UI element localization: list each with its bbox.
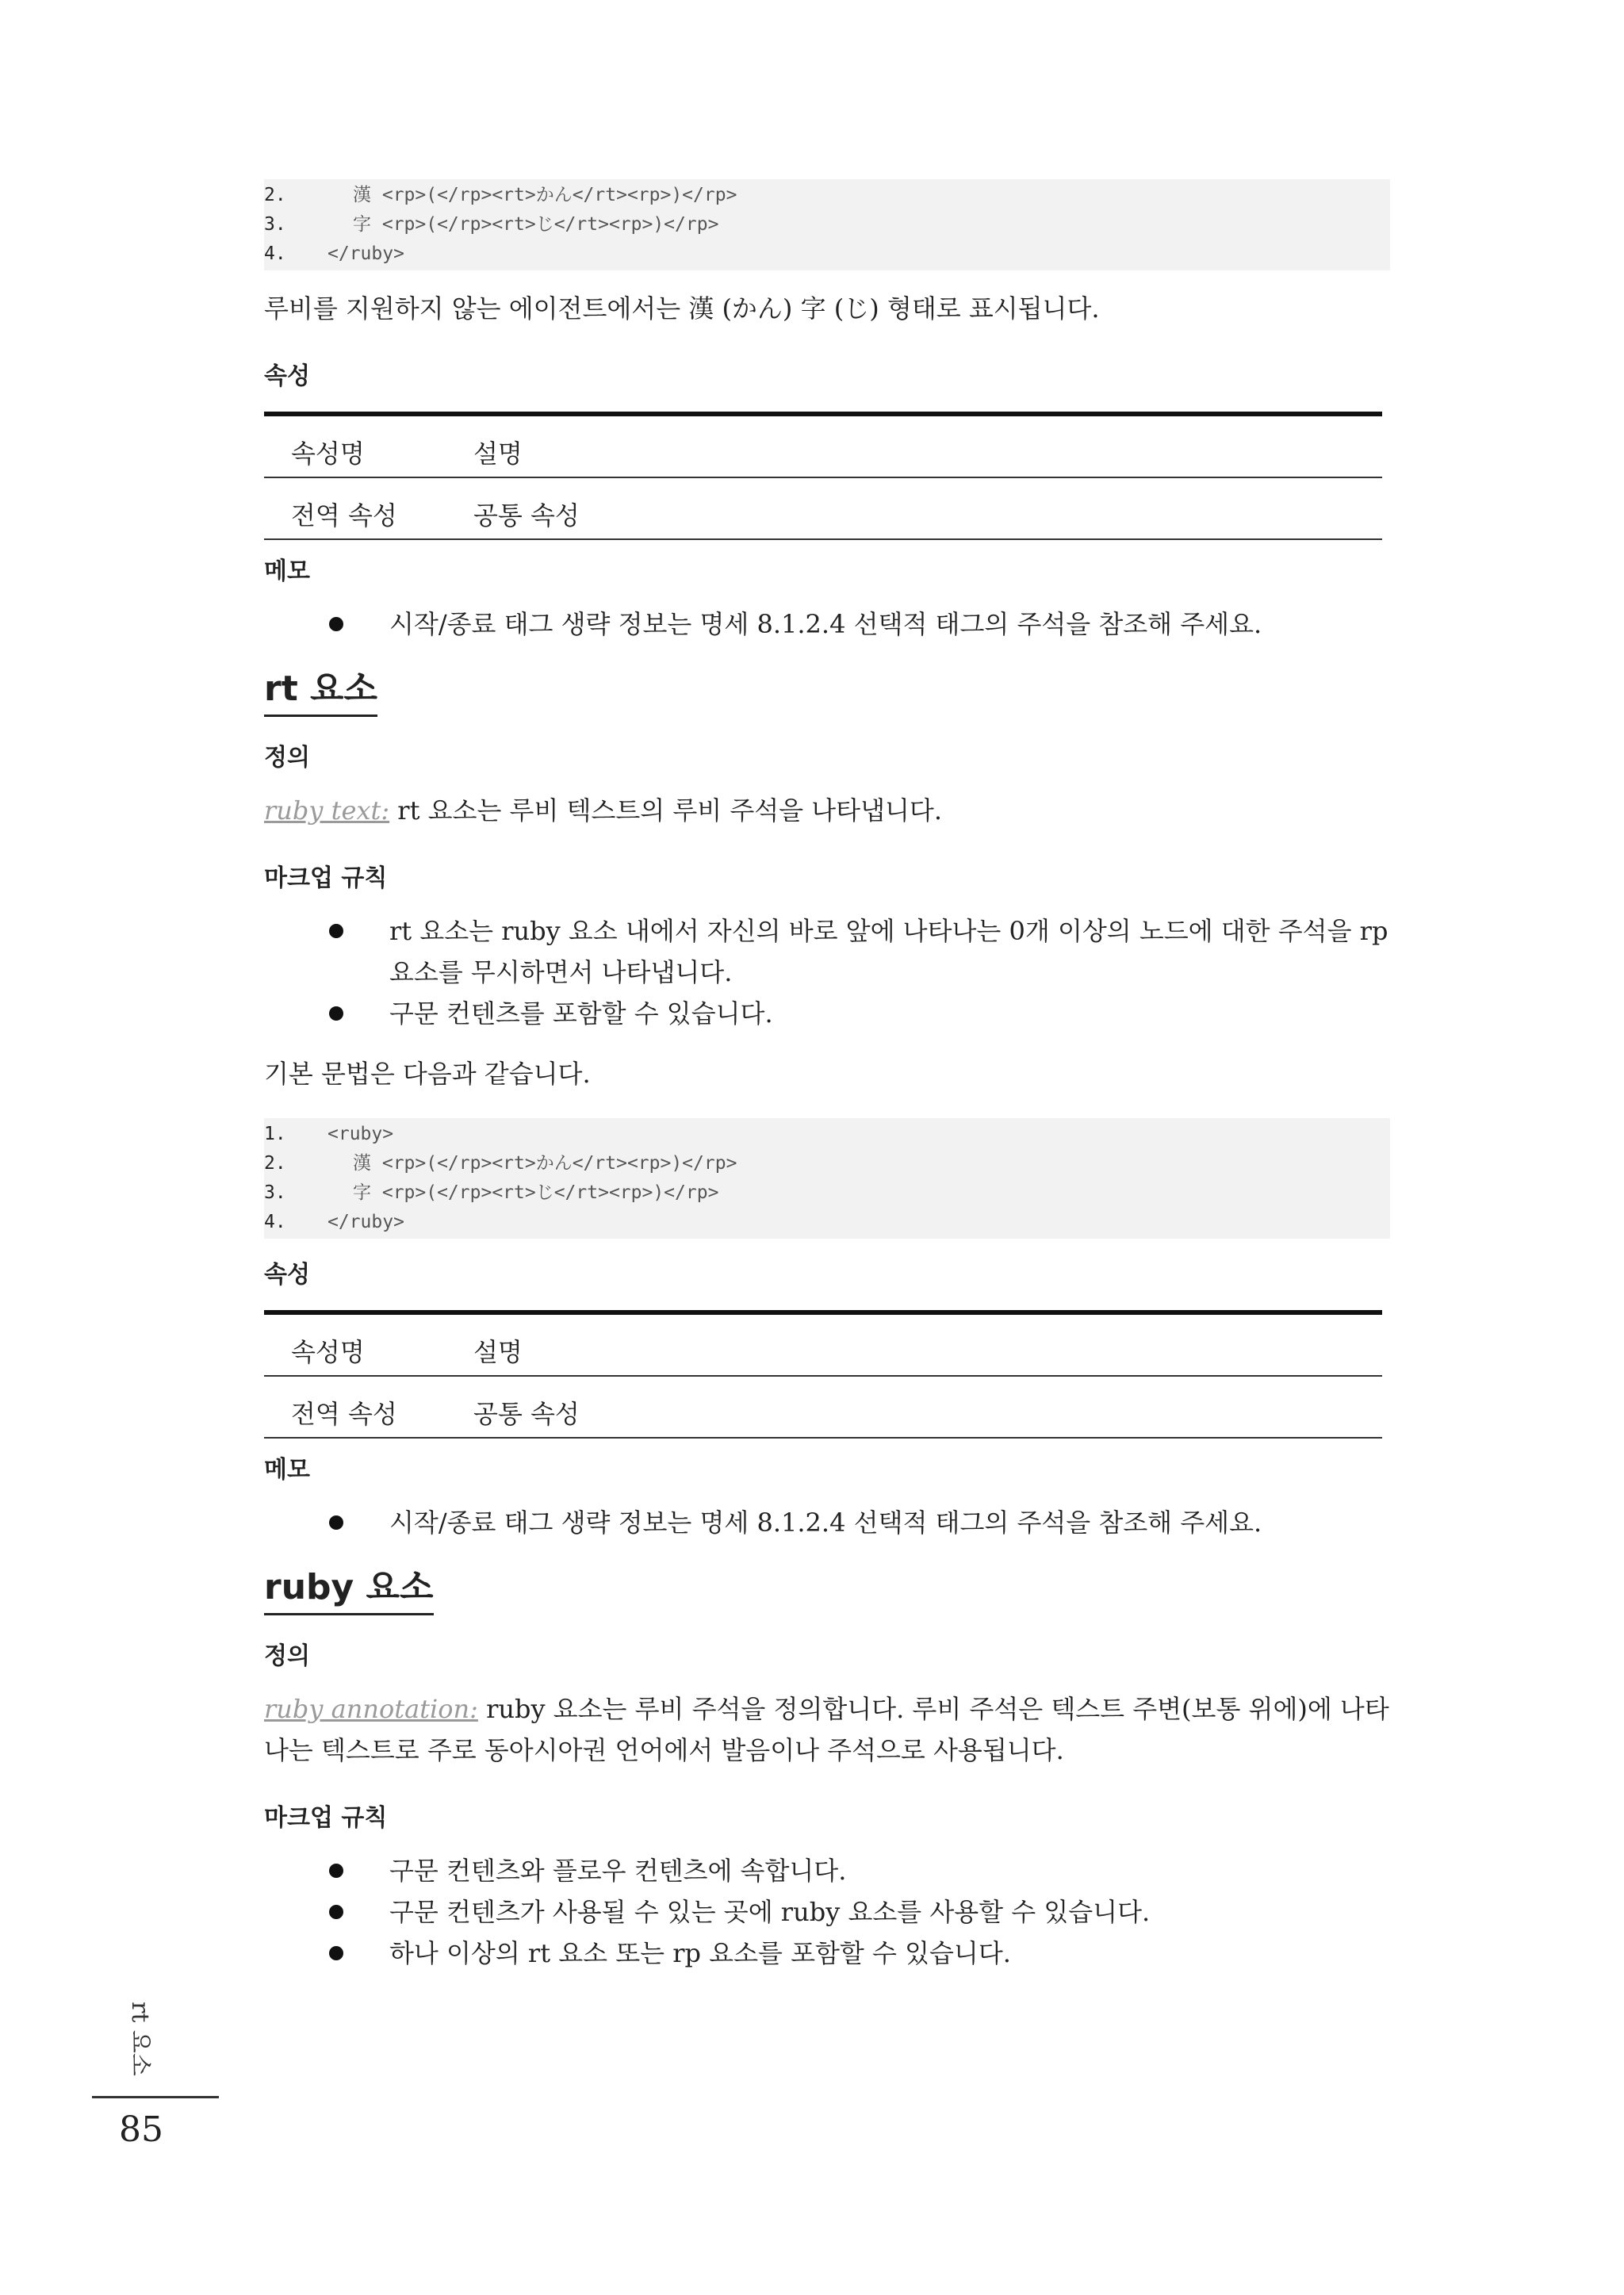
rt-markup-list [264, 910, 1390, 1034]
page-content [264, 179, 1390, 1974]
bullet-icon [329, 924, 343, 938]
memo-heading: 메모 [264, 557, 310, 585]
code-text: </ruby> [327, 1212, 404, 1232]
page-number: 85 [119, 2109, 163, 2150]
ruby-definition-heading: 정의 [264, 1642, 310, 1670]
sidebar-section-label: rt 요소 [126, 2002, 154, 2076]
section-title-rt: rt 요소 [264, 665, 377, 717]
rule-text: 구문 컨텐츠를 포함할 수 있습니다. [389, 998, 773, 1029]
list-item [264, 1891, 1390, 1933]
code-text: <ruby> [327, 1124, 394, 1144]
rp-fallback-text: 루비를 지원하지 않는 에이전트에서는 漢 (かん) 字 (じ) 형태로 표시됩니다. [264, 293, 1100, 324]
rt-markup-heading: 마크업 규칙 [264, 864, 388, 892]
rt-attr-table [264, 1310, 1382, 1439]
rt-memo-list [264, 1502, 1390, 1543]
list-item [264, 1850, 1390, 1891]
code-text: 字 <rp>(</rp><rt>じ</rt><rp>)</rp> [353, 214, 719, 235]
code-line [264, 181, 1390, 210]
ruby-markup-list [264, 1850, 1390, 1974]
rt-definition-link[interactable]: ruby text: [264, 795, 390, 826]
line-number: 3. [264, 214, 286, 235]
line-number: 1. [264, 1124, 286, 1144]
list-item [264, 1933, 1390, 1974]
rule-text: rt 요소는 ruby 요소 내에서 자신의 바로 앞에 나타나는 0개 이상의 노드에 대한 주석을 rp 요소를 무시하면서 나타냅니다. [389, 916, 1388, 987]
sidebar-divider [92, 2096, 219, 2098]
line-number: 2. [264, 1153, 286, 1174]
rule-text: 구문 컨텐츠가 사용될 수 있는 곳에 ruby 요소를 사용할 수 있습니다. [389, 1897, 1151, 1927]
table-header-row [264, 1312, 1382, 1376]
list-item [264, 603, 1390, 645]
table-row [264, 1376, 1382, 1438]
rule-text: 하나 이상의 rt 요소 또는 rp 요소를 포함할 수 있습니다. [389, 1938, 1011, 1968]
rt-attr-heading: 속성 [264, 1261, 310, 1289]
attr-table [264, 412, 1382, 540]
rt-syntax-intro: 기본 문법은 다음과 같습니다. [264, 1059, 591, 1089]
rt-memo-heading: 메모 [264, 1456, 310, 1484]
col-description: 설명 [473, 439, 523, 469]
code-line [264, 1208, 1390, 1237]
ruby-markup-heading: 마크업 규칙 [264, 1804, 388, 1832]
code-line [264, 239, 1390, 269]
ruby-definition [264, 1688, 1390, 1771]
code-block-rp [264, 179, 1390, 270]
bullet-icon [329, 1946, 343, 1960]
list-item [264, 993, 1390, 1034]
code-text: </ruby> [327, 243, 404, 264]
rt-definition [264, 790, 1390, 831]
code-line [264, 1149, 1390, 1178]
bullet-icon [329, 1864, 343, 1878]
code-line [264, 210, 1390, 239]
code-line [264, 1120, 1390, 1149]
cell-description: 공통 속성 [473, 500, 580, 531]
attr-heading: 속성 [264, 362, 310, 390]
line-number: 4. [264, 243, 286, 264]
memo-text: 시작/종료 태그 생략 정보는 명세 8.1.2.4 선택적 태그의 주석을 참조해 주세요. [389, 609, 1262, 639]
bullet-icon [329, 1905, 343, 1919]
line-number: 3. [264, 1182, 286, 1203]
cell-attr-name: 전역 속성 [291, 1399, 397, 1429]
rt-definition-text: rt 요소는 루비 텍스트의 루비 주석을 나타냅니다. [389, 795, 942, 826]
rt-definition-heading: 정의 [264, 744, 310, 772]
code-block-rt [264, 1118, 1390, 1239]
line-number: 2. [264, 185, 286, 205]
code-text: 漢 <rp>(</rp><rt>かん</rt><rp>)</rp> [353, 185, 737, 205]
bullet-icon [329, 1006, 343, 1021]
line-number: 4. [264, 1212, 286, 1232]
col-attr-name: 속성명 [291, 1337, 365, 1367]
rule-text: 구문 컨텐츠와 플로우 컨텐츠에 속합니다. [389, 1856, 847, 1886]
ruby-definition-link[interactable]: ruby annotation: [264, 1694, 478, 1724]
ruby-definition-text: ruby 요소는 루비 주석을 정의합니다. 루비 주석은 텍스트 주변(보통 위에)에 나타나는 텍스트로 주로 동아시아권 언어에서 발음이나 주석으로 사용됩니다. [264, 1694, 1389, 1765]
code-text: 漢 <rp>(</rp><rt>かん</rt><rp>)</rp> [353, 1153, 737, 1174]
list-item [264, 1502, 1390, 1543]
memo-text: 시작/종료 태그 생략 정보는 명세 8.1.2.4 선택적 태그의 주석을 참조해 주세요. [389, 1508, 1262, 1538]
section-title-ruby: ruby 요소 [264, 1564, 434, 1615]
table-header-row [264, 414, 1382, 477]
cell-attr-name: 전역 속성 [291, 500, 397, 531]
cell-description: 공통 속성 [473, 1399, 580, 1429]
table-row [264, 477, 1382, 539]
code-line [264, 1178, 1390, 1208]
col-attr-name: 속성명 [291, 439, 365, 469]
code-text: 字 <rp>(</rp><rt>じ</rt><rp>)</rp> [353, 1182, 719, 1203]
bullet-icon [329, 1515, 343, 1530]
bullet-icon [329, 617, 343, 631]
list-item [264, 910, 1390, 993]
memo-list [264, 603, 1390, 645]
col-description: 설명 [473, 1337, 523, 1367]
